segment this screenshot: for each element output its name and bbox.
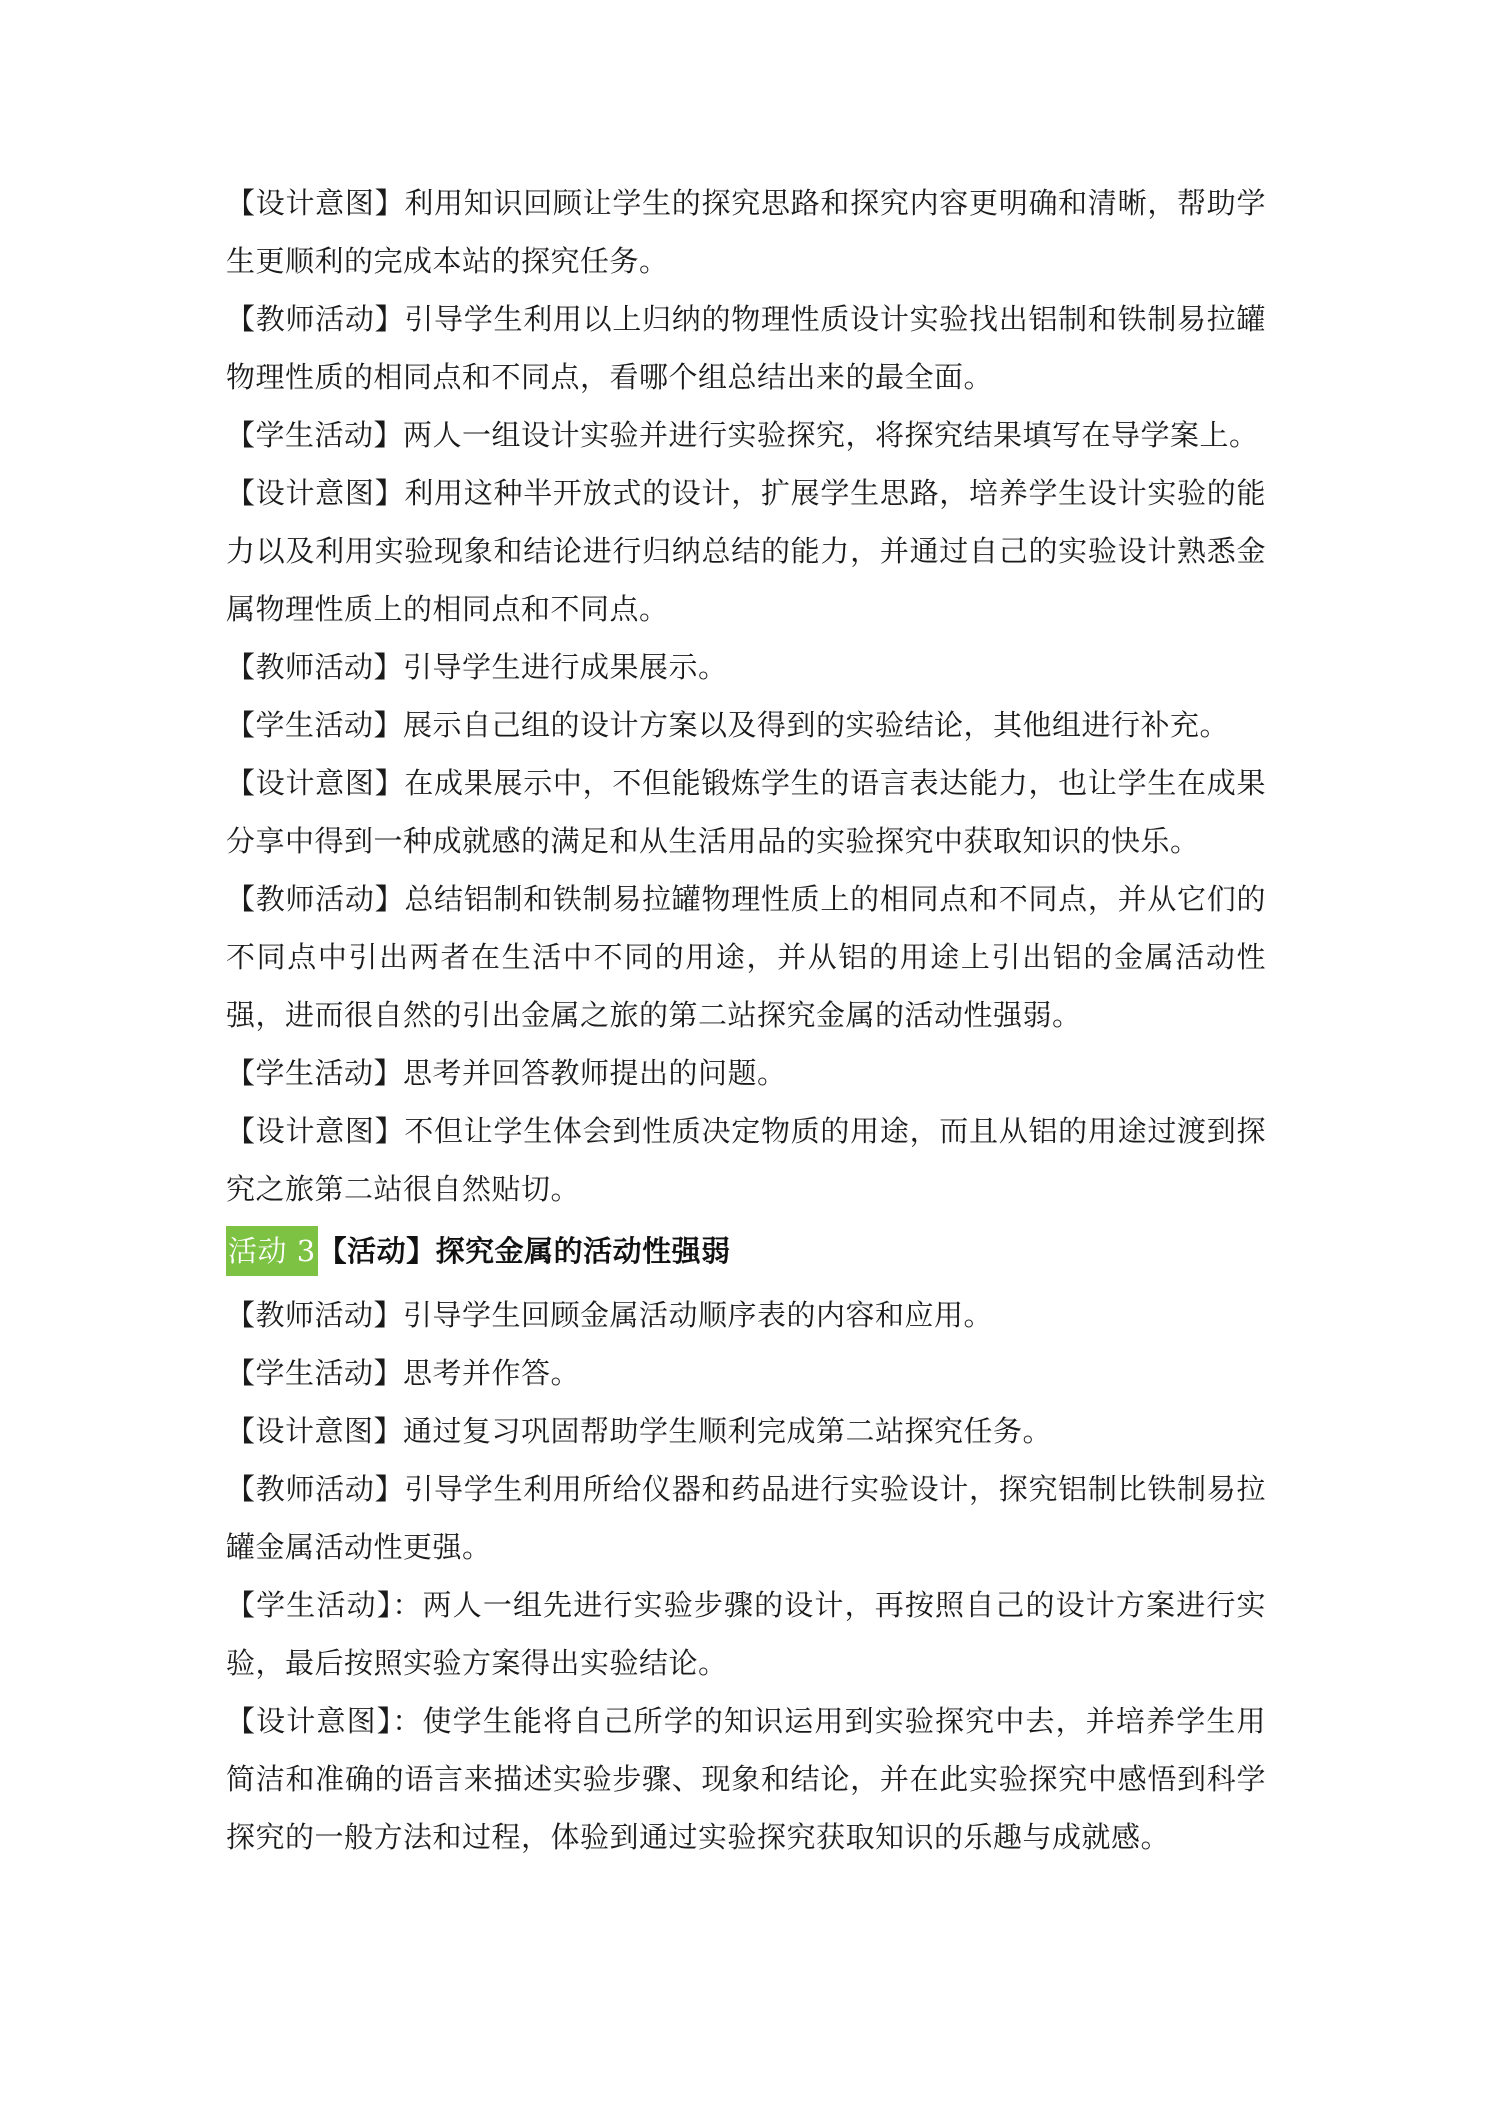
document-body <box>226 174 1266 1866</box>
paragraph-teacher-activity-4: 【教师活动】引导学生回顾金属活动顺序表的内容和应用。 <box>226 1298 994 1332</box>
paragraph-student-activity-2: 【学生活动】展示自己组的设计方案以及得到的实验结论，其他组进行补充。 <box>226 708 1230 742</box>
paragraph-design-intent-4: 【设计意图】不但让学生体会到性质决定物质的用途，而且从铝的用途过渡到探究之旅第二站很自然贴切。 <box>226 1114 1266 1206</box>
paragraph-design-intent-2: 【设计意图】利用这种半开放式的设计，扩展学生思路，培养学生设计实验的能力以及利用实验现象和结论进行归纳总结的能力，并通过自己的实验设计熟悉金属物理性质上的相同点和不同点。 <box>226 476 1266 626</box>
paragraph-student-activity-5: 【学生活动】：两人一组先进行实验步骤的设计，再按照自己的设计方案进行实验，最后按照实验方案得出实验结论。 <box>226 1588 1266 1680</box>
paragraph-design-intent-6: 【设计意图】：使学生能将自己所学的知识运用到实验探究中去，并培养学生用简洁和准确的语言来描述实验步骤、现象和结论，并在此实验探究中感悟到科学探究的一般方法和过程，体验到通过实验探究获取知识的乐趣与成就感。 <box>226 1704 1266 1854</box>
paragraph-student-activity-1: 【学生活动】两人一组设计实验并进行实验探究，将探究结果填写在导学案上。 <box>226 418 1259 452</box>
section-heading <box>226 1222 1266 1280</box>
paragraph-design-intent-5: 【设计意图】通过复习巩固帮助学生顺利完成第二站探究任务。 <box>226 1414 1053 1448</box>
paragraph-teacher-activity-3: 【教师活动】总结铝制和铁制易拉罐物理性质上的相同点和不同点，并从它们的不同点中引出两者在生活中不同的用途，并从铝的用途上引出铝的金属活动性强，进而很自然的引出金属之旅的第二站探究金属的活动性强弱。 <box>226 882 1266 1032</box>
section-heading-text: 【活动】探究金属的活动性强弱 <box>317 1234 731 1268</box>
activity-badge: 活动 3 <box>226 1226 318 1276</box>
paragraph-student-activity-3: 【学生活动】思考并回答教师提出的问题。 <box>226 1056 787 1090</box>
paragraph-student-activity-4: 【学生活动】思考并作答。 <box>226 1356 581 1390</box>
paragraph-teacher-activity-5: 【教师活动】引导学生利用所给仪器和药品进行实验设计，探究铝制比铁制易拉罐金属活动性更强。 <box>226 1472 1266 1564</box>
paragraph-design-intent-3: 【设计意图】在成果展示中，不但能锻炼学生的语言表达能力，也让学生在成果分享中得到一种成就感的满足和从生活用品的实验探究中获取知识的快乐。 <box>226 766 1266 858</box>
paragraph-teacher-activity-2: 【教师活动】引导学生进行成果展示。 <box>226 650 728 684</box>
paragraph-teacher-activity-1: 【教师活动】引导学生利用以上归纳的物理性质设计实验找出铝制和铁制易拉罐物理性质的相同点和不同点，看哪个组总结出来的最全面。 <box>226 302 1266 394</box>
paragraph-design-intent-1: 【设计意图】利用知识回顾让学生的探究思路和探究内容更明确和清晰，帮助学生更顺利的完成本站的探究任务。 <box>226 186 1266 278</box>
